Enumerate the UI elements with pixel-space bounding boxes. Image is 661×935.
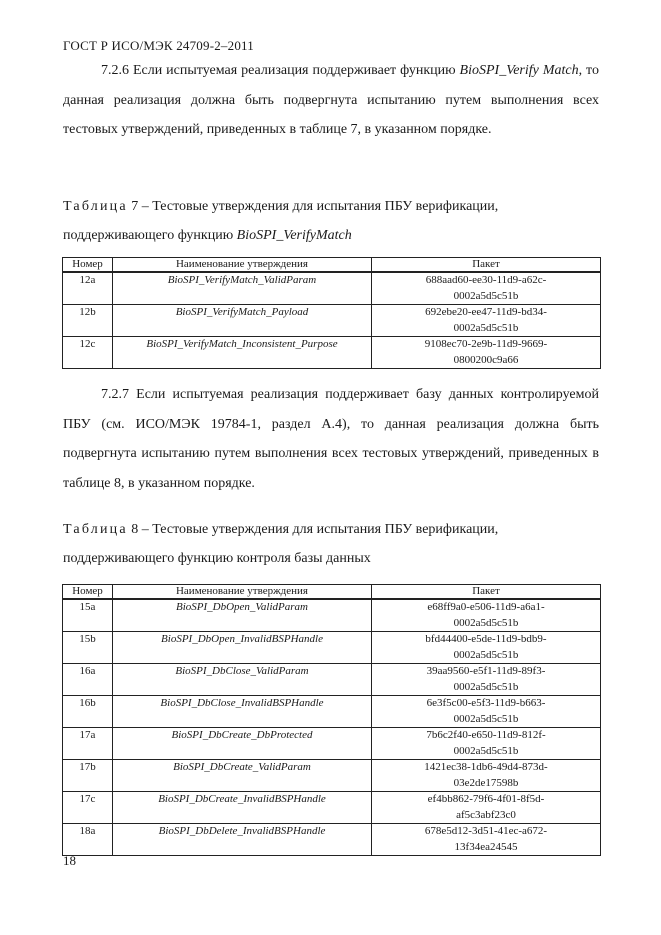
cell-assertion-name: BioSPI_DbDelete_InvalidBSPHandle <box>113 824 372 856</box>
cell-number: 12b <box>63 305 113 337</box>
table-header-row <box>63 585 601 600</box>
paragraph-7-2-7: 7.2.7 Если испытуемая реализация поддерживает базу данных контролируемой ПБУ (см. ИСО/МЭК 19784-1, раздел А.4), то данная реализация должна быть подвергнута испытанию путем выполнения всех тестовых утверждений, приведенных в таблице 8, в указанном порядке. <box>63 387 599 491</box>
table-row <box>63 824 601 856</box>
cell-assertion-name: BioSPI_DbClose_InvalidBSPHandle <box>113 696 372 728</box>
caption-word: Таблица <box>63 522 128 537</box>
cell-assertion-name: BioSPI_DbOpen_ValidParam <box>113 599 372 632</box>
cell-number: 12c <box>63 337 113 369</box>
table-row <box>63 760 601 792</box>
column-header-name: Наименование утверждения <box>113 258 372 273</box>
document-header: ГОСТ Р ИСО/МЭК 24709-2–2011 <box>63 38 254 53</box>
cell-packet: 692ebe20-ee47-11d9-bd34- 0002a5d5c51b <box>372 305 601 337</box>
cell-number: 12a <box>63 272 113 305</box>
paragraph-text: , то данная реализация должна быть подвергнута испытанию путем выполнения всех тестовых утверждений, приведенных в таблице 7, в указанном порядке. <box>63 63 599 137</box>
paragraph-text: 7.2.6 Если испытуемая реализация поддерживает функцию <box>101 63 460 78</box>
table-row <box>63 599 601 632</box>
caption-text: 7 – Тестовые утверждения для испытания ПБУ верификации, <box>127 199 499 214</box>
table-header-row <box>63 258 601 273</box>
column-header-number: Номер <box>63 585 113 600</box>
table-row <box>63 696 601 728</box>
caption-function: BioSPI_VerifyMatch <box>236 228 352 243</box>
caption-text: поддерживающего функцию <box>63 228 237 243</box>
cell-number: 16b <box>63 696 113 728</box>
table-8 <box>62 584 601 856</box>
cell-packet: ef4bb862-79f6-4f01-8f5d- af5c3abf23c0 <box>372 792 601 824</box>
cell-packet: 6e3f5c00-e5f3-11d9-b663- 0002a5d5c51b <box>372 696 601 728</box>
cell-number: 18a <box>63 824 113 856</box>
paragraph-7-2-6 <box>63 56 599 145</box>
cell-assertion-name: BioSPI_DbClose_ValidParam <box>113 664 372 696</box>
cell-number: 15a <box>63 599 113 632</box>
caption-text: 8 – Тестовые утверждения для испытания ПБУ верификации, <box>127 522 499 537</box>
table-row <box>63 337 601 369</box>
table-7-caption <box>63 192 603 250</box>
cell-number: 16a <box>63 664 113 696</box>
cell-number: 17a <box>63 728 113 760</box>
table-row <box>63 792 601 824</box>
cell-packet: 7b6c2f40-e650-11d9-812f- 0002a5d5c51b <box>372 728 601 760</box>
cell-packet: 39aa9560-e5f1-11d9-89f3- 0002a5d5c51b <box>372 664 601 696</box>
cell-assertion-name: BioSPI_DbCreate_ValidParam <box>113 760 372 792</box>
cell-assertion-name: BioSPI_DbCreate_InvalidBSPHandle <box>113 792 372 824</box>
cell-assertion-name: BioSPI_DbOpen_InvalidBSPHandle <box>113 632 372 664</box>
column-header-packet: Пакет <box>372 585 601 600</box>
table-8-caption <box>63 515 603 573</box>
page-number: 18 <box>63 853 76 868</box>
table-row <box>63 632 601 664</box>
table-7 <box>62 257 601 369</box>
caption-word: Таблица <box>63 199 128 214</box>
cell-packet: e68ff9a0-e506-11d9-a6a1- 0002a5d5c51b <box>372 599 601 632</box>
cell-packet: 678e5d12-3d51-41ec-a672- 13f34ea24545 <box>372 824 601 856</box>
cell-packet: 688aad60-ee30-11d9-a62c- 0002a5d5c51b <box>372 272 601 305</box>
cell-number: 15b <box>63 632 113 664</box>
table-row <box>63 272 601 305</box>
column-header-packet: Пакет <box>372 258 601 273</box>
cell-number: 17b <box>63 760 113 792</box>
function-name: BioSPI_Verify Match <box>459 63 579 78</box>
cell-assertion-name: BioSPI_VerifyMatch_ValidParam <box>113 272 372 305</box>
table-row <box>63 728 601 760</box>
cell-packet: 1421ec38-1db6-49d4-873d- 03e2de17598b <box>372 760 601 792</box>
column-header-number: Номер <box>63 258 113 273</box>
caption-text: поддерживающего функцию контроля базы данных <box>63 551 371 566</box>
cell-number: 17c <box>63 792 113 824</box>
cell-assertion-name: BioSPI_VerifyMatch_Inconsistent_Purpose <box>113 337 372 369</box>
table-row <box>63 664 601 696</box>
column-header-name: Наименование утверждения <box>113 585 372 600</box>
cell-assertion-name: BioSPI_DbCreate_DbProtected <box>113 728 372 760</box>
cell-assertion-name: BioSPI_VerifyMatch_Payload <box>113 305 372 337</box>
cell-packet: 9108ec70-2e9b-11d9-9669- 0800200c9a66 <box>372 337 601 369</box>
table-row <box>63 305 601 337</box>
cell-packet: bfd44400-e5de-11d9-bdb9- 0002a5d5c51b <box>372 632 601 664</box>
